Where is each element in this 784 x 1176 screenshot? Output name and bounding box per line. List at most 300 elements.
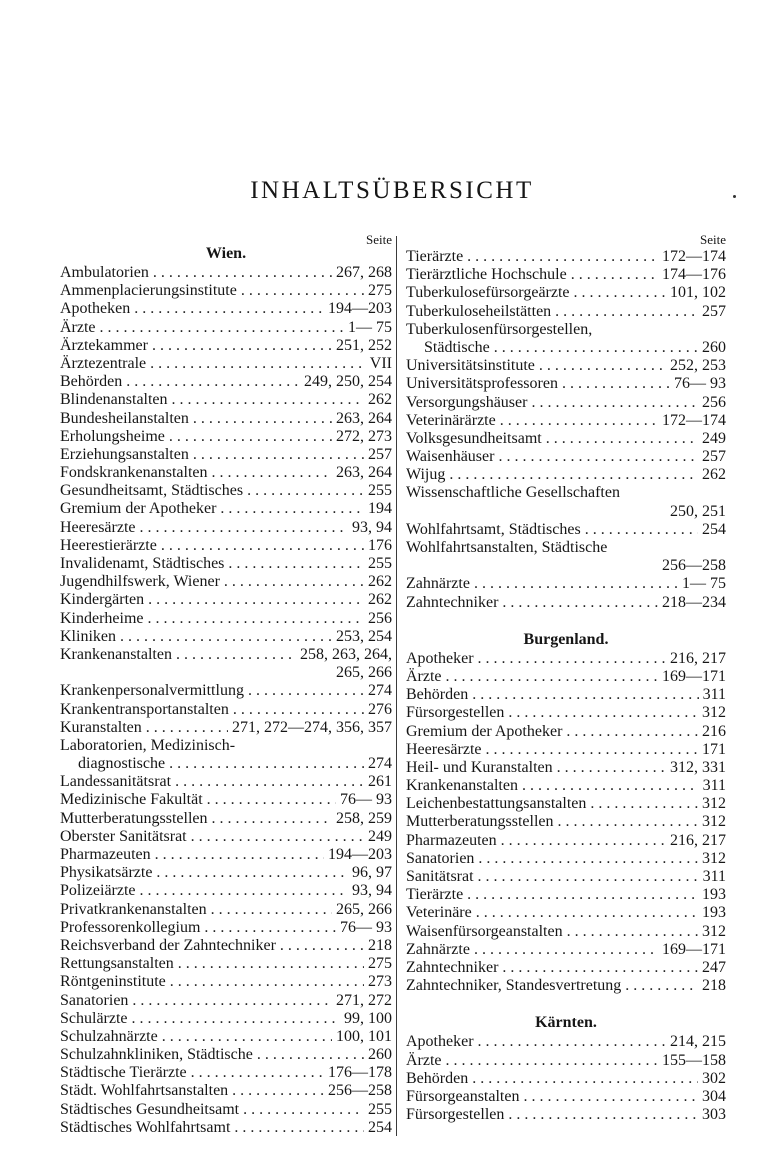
index-entry bbox=[60, 337, 392, 355]
entry-pages: 194—203 bbox=[328, 300, 392, 318]
entry-pages: 304 bbox=[702, 1087, 726, 1105]
index-entry bbox=[60, 846, 392, 864]
dot-leader bbox=[148, 337, 332, 355]
entry-pages: 312 bbox=[702, 704, 726, 722]
entry-name: Kindergärten bbox=[60, 591, 145, 609]
section-heading-kaernten: Kärnten. bbox=[535, 1014, 597, 1032]
dot-leader bbox=[136, 519, 349, 537]
entry-name: Fürsorgestellen bbox=[406, 1106, 505, 1124]
index-entry bbox=[60, 701, 392, 719]
index-entry bbox=[60, 519, 392, 537]
entry-pages: 258, 259 bbox=[336, 809, 392, 827]
entry-pages: 172—174 bbox=[662, 248, 726, 265]
entry-name: Zahnärzte bbox=[406, 940, 470, 958]
dot-leader bbox=[563, 923, 698, 941]
dot-leader bbox=[208, 464, 332, 482]
index-entry bbox=[406, 321, 726, 339]
index-entry bbox=[406, 723, 726, 741]
index-entry bbox=[60, 428, 392, 446]
dot-leader bbox=[474, 868, 699, 886]
entry-name: Krankenanstalten bbox=[406, 777, 518, 795]
entry-pages: 174—176 bbox=[662, 266, 726, 284]
entry-name: Heeresärzte bbox=[60, 518, 136, 536]
index-entry bbox=[406, 904, 726, 922]
entry-name: Physikatsärzte bbox=[60, 864, 153, 882]
index-entry bbox=[60, 482, 392, 500]
dot-leader bbox=[535, 357, 666, 375]
dot-leader bbox=[468, 1070, 698, 1088]
index-entry bbox=[406, 941, 726, 959]
index-entry bbox=[60, 1046, 392, 1064]
dot-leader bbox=[474, 850, 698, 868]
entry-name: Wissenschaftliche Gesellschaften bbox=[406, 484, 620, 502]
entry-pages: 312 bbox=[702, 813, 726, 831]
dot-leader bbox=[116, 628, 332, 646]
index-entry bbox=[406, 266, 726, 284]
dot-leader bbox=[570, 284, 666, 302]
entry-name: Heerestierärzte bbox=[60, 536, 157, 554]
entry-list-burgenland bbox=[406, 650, 726, 996]
entry-pages: 169—171 bbox=[662, 940, 726, 958]
entry-name: Kliniken bbox=[60, 627, 116, 645]
entry-name: Tierärztliche Hochschule bbox=[406, 266, 567, 284]
entry-name: Zahntechniker, Standesvertretung bbox=[406, 977, 622, 995]
index-entry bbox=[406, 832, 726, 850]
entry-pages: 274 bbox=[368, 682, 392, 700]
index-entry bbox=[60, 1064, 392, 1082]
dot-leader bbox=[168, 391, 364, 409]
entry-name: Krankentransportanstalten bbox=[60, 700, 229, 718]
dot-leader bbox=[553, 759, 666, 777]
index-entry bbox=[60, 610, 392, 628]
index-entry bbox=[60, 391, 392, 409]
entry-name: Sanatorien bbox=[406, 849, 475, 867]
index-entry bbox=[60, 573, 392, 591]
index-entry bbox=[60, 373, 392, 391]
entry-pages-continued: 250, 251 bbox=[670, 502, 726, 520]
index-entry bbox=[60, 464, 392, 482]
entry-pages: 273 bbox=[368, 973, 392, 991]
index-entry bbox=[406, 539, 726, 557]
entry-pages: 262 bbox=[702, 466, 726, 484]
index-entry bbox=[406, 1088, 726, 1106]
entry-name: Professorenkollegium bbox=[60, 918, 201, 936]
dot-leader bbox=[220, 573, 364, 591]
index-entry bbox=[406, 594, 726, 612]
dot-leader bbox=[442, 668, 658, 686]
entry-pages: 256—258 bbox=[328, 1082, 392, 1100]
index-entry bbox=[406, 1070, 726, 1088]
entry-pages: 93, 94 bbox=[352, 518, 392, 536]
entry-name: Veterinäre bbox=[406, 904, 472, 922]
entry-pages: 76— 93 bbox=[340, 918, 392, 936]
dot-leader bbox=[136, 882, 348, 900]
entry-name: diagnostische bbox=[78, 755, 166, 773]
index-entry bbox=[60, 355, 392, 373]
index-entry bbox=[60, 1082, 392, 1100]
index-entry bbox=[60, 282, 392, 300]
entry-pages: 172—174 bbox=[662, 411, 726, 429]
dot-leader bbox=[203, 791, 336, 809]
entry-pages: 312 bbox=[702, 922, 726, 940]
dot-leader bbox=[586, 795, 698, 813]
index-entry bbox=[406, 777, 726, 795]
entry-pages: 254 bbox=[368, 1118, 392, 1136]
entry-pages: 276 bbox=[368, 700, 392, 718]
seite-label: Seite bbox=[366, 232, 392, 247]
index-entry bbox=[60, 319, 392, 337]
entry-name: Apotheker bbox=[406, 1033, 474, 1051]
index-entry bbox=[60, 737, 392, 755]
entry-pages: 255 bbox=[368, 482, 392, 500]
entry-name: Kinderheime bbox=[60, 609, 144, 627]
dot-leader bbox=[498, 959, 698, 977]
entry-pages: 272, 273 bbox=[336, 427, 392, 445]
entry-pages: 255 bbox=[368, 1100, 392, 1118]
entry-name: Volksgesundheitsamt bbox=[406, 429, 542, 447]
entry-name: Rettungsanstalten bbox=[60, 955, 174, 973]
index-entry bbox=[60, 410, 392, 428]
dot-leader bbox=[122, 373, 300, 391]
dot-leader bbox=[498, 594, 658, 612]
entry-list-wien bbox=[60, 264, 392, 1137]
index-entry-continuation bbox=[406, 339, 726, 357]
entry-pages: 262 bbox=[368, 591, 392, 609]
dot-leader bbox=[482, 741, 699, 759]
dot-leader bbox=[144, 591, 364, 609]
entry-pages: 271, 272 bbox=[336, 991, 392, 1009]
dot-leader bbox=[445, 466, 698, 484]
index-entry bbox=[60, 446, 392, 464]
entry-name: Leichenbestattungsanstalten bbox=[406, 795, 587, 813]
entry-name: Städtisches Wohlfahrtsamt bbox=[60, 1118, 231, 1136]
entry-name: Wohlfahrtsamt, Städtisches bbox=[406, 520, 581, 538]
entry-name: Laboratorien, Medizinisch- bbox=[60, 736, 236, 754]
entry-name: Mutterberatungsstellen bbox=[406, 813, 554, 831]
entry-pages-continued: 265, 266 bbox=[336, 664, 392, 682]
entry-pages: 263, 264 bbox=[336, 464, 392, 482]
dot-leader bbox=[96, 319, 344, 337]
entry-name: Pharmazeuten bbox=[406, 831, 497, 849]
entry-name: Städtische Tierärzte bbox=[60, 1064, 187, 1082]
index-entry bbox=[406, 704, 726, 722]
dot-leader bbox=[216, 500, 364, 518]
dot-leader bbox=[581, 521, 698, 539]
section-gap bbox=[406, 612, 726, 630]
dot-leader bbox=[237, 282, 364, 300]
entry-pages: 260 bbox=[702, 338, 726, 356]
entry-pages: 303 bbox=[702, 1106, 726, 1124]
dot-leader bbox=[494, 448, 698, 466]
section-heading-burgenland: Burgenland. bbox=[523, 630, 609, 648]
index-entry bbox=[406, 923, 726, 941]
index-entry bbox=[60, 791, 392, 809]
dot-leader bbox=[442, 1052, 658, 1070]
index-entry bbox=[60, 628, 392, 646]
entry-name: Kuranstalten bbox=[60, 718, 142, 736]
index-entry bbox=[60, 591, 392, 609]
entry-pages: 312 bbox=[702, 849, 726, 867]
dot-leader bbox=[518, 777, 699, 795]
entry-name: Gremium der Apotheker bbox=[60, 500, 217, 518]
entry-name: Krankenanstalten bbox=[60, 645, 172, 663]
index-entry bbox=[60, 300, 392, 318]
entry-pages: 263, 264 bbox=[336, 409, 392, 427]
dot-leader bbox=[474, 650, 666, 668]
index-entry bbox=[406, 412, 726, 430]
entry-pages: 260 bbox=[368, 1046, 392, 1064]
index-entry bbox=[60, 1010, 392, 1028]
index-entry bbox=[60, 882, 392, 900]
dot-leader bbox=[562, 723, 698, 741]
dot-leader bbox=[189, 446, 364, 464]
dot-leader bbox=[207, 901, 332, 919]
entry-name: Waisenfürsorgeanstalten bbox=[406, 922, 563, 940]
entry-name: Schulärzte bbox=[60, 1009, 128, 1027]
index-entry bbox=[60, 1028, 392, 1046]
dot-leader bbox=[468, 686, 698, 704]
entry-name: Landessanitätsrat bbox=[60, 773, 172, 791]
entry-pages: 1— 75 bbox=[682, 575, 726, 593]
dot-leader bbox=[497, 832, 666, 850]
entry-pages: 253, 254 bbox=[336, 627, 392, 645]
entry-name: Universitätsprofessoren bbox=[406, 375, 558, 393]
entry-name: Fürsorgestellen bbox=[406, 704, 505, 722]
dot-leader bbox=[472, 904, 698, 922]
dot-leader bbox=[504, 1106, 698, 1124]
dot-leader bbox=[244, 682, 364, 700]
entry-name: Versorgungshäuser bbox=[406, 393, 528, 411]
entry-pages: 312 bbox=[702, 795, 726, 813]
index-entry bbox=[60, 555, 392, 573]
entry-name: Tuberkuloseheilstätten bbox=[406, 302, 552, 320]
dot-leader bbox=[224, 555, 364, 573]
entry-pages: 193 bbox=[702, 904, 726, 922]
dot-leader bbox=[157, 537, 364, 555]
entry-pages: 1— 75 bbox=[348, 318, 392, 336]
dot-leader bbox=[567, 266, 658, 284]
entry-list-wien-continued bbox=[406, 248, 726, 612]
dot-leader bbox=[187, 1064, 324, 1082]
entry-name: Medizinische Fakultät bbox=[60, 791, 203, 809]
dot-leader bbox=[276, 937, 364, 955]
entry-name: Krankenpersonalvermittlung bbox=[60, 682, 244, 700]
entry-name: Fürsorgeanstalten bbox=[406, 1087, 520, 1105]
entry-name: Ärztezentrale bbox=[60, 354, 147, 372]
dot-leader bbox=[158, 1028, 332, 1046]
entry-pages: 218 bbox=[702, 977, 726, 995]
index-entry bbox=[60, 1101, 392, 1119]
entry-pages: 216, 217 bbox=[670, 831, 726, 849]
dot-leader bbox=[152, 864, 348, 882]
index-entry bbox=[406, 959, 726, 977]
index-entry bbox=[60, 773, 392, 791]
entry-pages: 261 bbox=[368, 773, 392, 791]
index-entry bbox=[60, 973, 392, 991]
entry-pages: 96, 97 bbox=[352, 864, 392, 882]
dot-leader bbox=[130, 300, 324, 318]
dot-leader bbox=[128, 992, 332, 1010]
entry-pages: 311 bbox=[702, 777, 726, 795]
dot-leader bbox=[239, 1101, 364, 1119]
dot-leader bbox=[474, 1033, 666, 1051]
entry-name: Röntgeninstitute bbox=[60, 973, 166, 991]
entry-name: Behörden bbox=[406, 686, 469, 704]
index-entry bbox=[60, 810, 392, 828]
entry-pages: 218—234 bbox=[662, 593, 726, 611]
entry-pages: 100, 101 bbox=[336, 1027, 392, 1045]
entry-name: Sanitätsrat bbox=[406, 868, 474, 885]
entry-pages: 216 bbox=[702, 722, 726, 740]
entry-name: Städtisches Gesundheitsamt bbox=[60, 1100, 240, 1118]
dot-leader bbox=[230, 1119, 364, 1137]
dot-leader bbox=[463, 248, 658, 266]
entry-name: Tierärzte bbox=[406, 886, 464, 904]
entry-pages: 171 bbox=[702, 740, 726, 758]
dot-leader bbox=[228, 1082, 324, 1100]
entry-name: Ärztekammer bbox=[60, 336, 148, 354]
entry-name: Behörden bbox=[60, 373, 123, 391]
entry-pages: 76— 93 bbox=[340, 791, 392, 809]
dot-leader bbox=[166, 973, 364, 991]
index-entry bbox=[406, 466, 726, 484]
dot-leader bbox=[542, 430, 698, 448]
entry-name: Heil- und Kuranstalten bbox=[406, 758, 553, 776]
entry-pages: 194 bbox=[368, 500, 392, 518]
entry-name: Zahnärzte bbox=[406, 575, 470, 593]
dot-leader bbox=[172, 646, 296, 664]
index-entry bbox=[406, 1052, 726, 1070]
index-entry bbox=[60, 955, 392, 973]
entry-pages: 258, 263, 264, bbox=[300, 645, 392, 663]
entry-pages: 216, 217 bbox=[670, 649, 726, 667]
left-column bbox=[60, 232, 392, 1137]
entry-name: Reichsverband der Zahntechniker bbox=[60, 936, 276, 954]
entry-pages: 249 bbox=[702, 429, 726, 447]
index-entry bbox=[60, 264, 392, 282]
index-entry bbox=[406, 1033, 726, 1051]
entry-name: Behörden bbox=[406, 1069, 469, 1087]
index-entry bbox=[406, 686, 726, 704]
entry-pages: 265, 266 bbox=[336, 900, 392, 918]
dot-leader bbox=[174, 955, 364, 973]
index-entry bbox=[406, 394, 726, 412]
entry-pages: VII bbox=[369, 354, 392, 372]
dot-leader bbox=[527, 394, 698, 412]
index-entry bbox=[60, 864, 392, 882]
dot-leader bbox=[128, 1010, 340, 1028]
entry-pages: 312, 331 bbox=[670, 758, 726, 776]
entry-name: Apotheker bbox=[406, 649, 474, 667]
entry-name: Gremium der Apotheker bbox=[406, 722, 563, 740]
index-entry bbox=[60, 500, 392, 518]
index-entry bbox=[406, 430, 726, 448]
entry-name: Wijug bbox=[406, 466, 446, 484]
entry-name: Zahntechniker bbox=[406, 593, 499, 611]
dot-leader bbox=[504, 704, 698, 722]
entry-name: Erziehungsanstalten bbox=[60, 445, 189, 463]
ink-speck bbox=[733, 195, 736, 198]
entry-name: Polizeiärzte bbox=[60, 882, 136, 900]
dot-leader bbox=[144, 610, 364, 628]
entry-name: Jugendhilfswerk, Wiener bbox=[60, 573, 220, 591]
entry-pages: 249, 250, 254 bbox=[304, 373, 392, 391]
entry-pages: 302 bbox=[702, 1069, 726, 1087]
entry-name: Pharmazeuten bbox=[60, 846, 151, 863]
index-entry bbox=[406, 668, 726, 686]
dot-leader bbox=[189, 410, 332, 428]
index-entry bbox=[406, 484, 726, 502]
entry-name: Schulzahnärzte bbox=[60, 1027, 158, 1045]
index-entry-continuation bbox=[60, 755, 392, 773]
entry-pages: 214, 215 bbox=[670, 1033, 726, 1051]
index-entry bbox=[406, 850, 726, 868]
dot-leader bbox=[200, 919, 336, 937]
index-entry bbox=[60, 992, 392, 1010]
entry-name: Städt. Wohlfahrtsanstalten bbox=[60, 1082, 229, 1100]
entry-name: Ärzte bbox=[60, 318, 96, 336]
index-entry bbox=[406, 303, 726, 321]
entry-pages: 311 bbox=[702, 686, 726, 704]
dot-leader bbox=[554, 813, 698, 831]
entry-pages: 275 bbox=[368, 955, 392, 973]
entry-name: Veterinärärzte bbox=[406, 411, 496, 429]
entry-name: Schulzahnkliniken, Städtische bbox=[60, 1046, 253, 1064]
index-entry bbox=[406, 284, 726, 302]
entry-name: Waisenhäuser bbox=[406, 448, 495, 466]
index-entry bbox=[406, 1106, 726, 1124]
index-entry bbox=[406, 886, 726, 904]
dot-leader bbox=[187, 828, 364, 846]
entry-name: Tuberkulosefürsorgeärzte bbox=[406, 284, 570, 302]
dot-leader bbox=[165, 428, 332, 446]
entry-name: Erholungsheime bbox=[60, 427, 165, 445]
entry-pages-continued: 256—258 bbox=[662, 557, 726, 575]
entry-name: Ärzte bbox=[406, 667, 442, 685]
column-divider bbox=[396, 236, 397, 1136]
dot-leader bbox=[490, 339, 698, 357]
right-column bbox=[406, 232, 726, 1124]
entry-pages: 218 bbox=[368, 936, 392, 954]
entry-pages: 93, 94 bbox=[352, 882, 392, 900]
entry-name: Fondskrankenanstalten bbox=[60, 464, 208, 482]
dot-leader bbox=[621, 977, 698, 995]
dot-leader bbox=[171, 773, 364, 791]
entry-name: Gesundheitsamt, Städtisches bbox=[60, 482, 244, 500]
index-entry bbox=[406, 741, 726, 759]
entry-pages: 255 bbox=[368, 555, 392, 572]
entry-pages: 267, 268 bbox=[336, 264, 392, 281]
index-entry bbox=[406, 375, 726, 393]
index-entry bbox=[406, 813, 726, 831]
entry-name: Ärzte bbox=[406, 1051, 442, 1069]
entry-pages: 76— 93 bbox=[674, 375, 726, 393]
dot-leader bbox=[151, 846, 324, 864]
dot-leader bbox=[149, 264, 332, 282]
entry-name: Bundesheilanstalten bbox=[60, 409, 189, 427]
dot-leader bbox=[142, 719, 228, 737]
entry-pages: 101, 102 bbox=[670, 284, 726, 302]
entry-pages: 254 bbox=[702, 520, 726, 538]
entry-name: Zahntechniker bbox=[406, 958, 499, 976]
index-entry bbox=[406, 248, 726, 266]
entry-pages: 311 bbox=[702, 868, 726, 885]
entry-name: Invalidenamt, Städtisches bbox=[60, 555, 225, 572]
entry-name: Mutterberatungsstellen bbox=[60, 809, 208, 827]
entry-pages: 275 bbox=[368, 282, 392, 300]
index-entry bbox=[60, 646, 392, 664]
index-entry bbox=[406, 650, 726, 668]
